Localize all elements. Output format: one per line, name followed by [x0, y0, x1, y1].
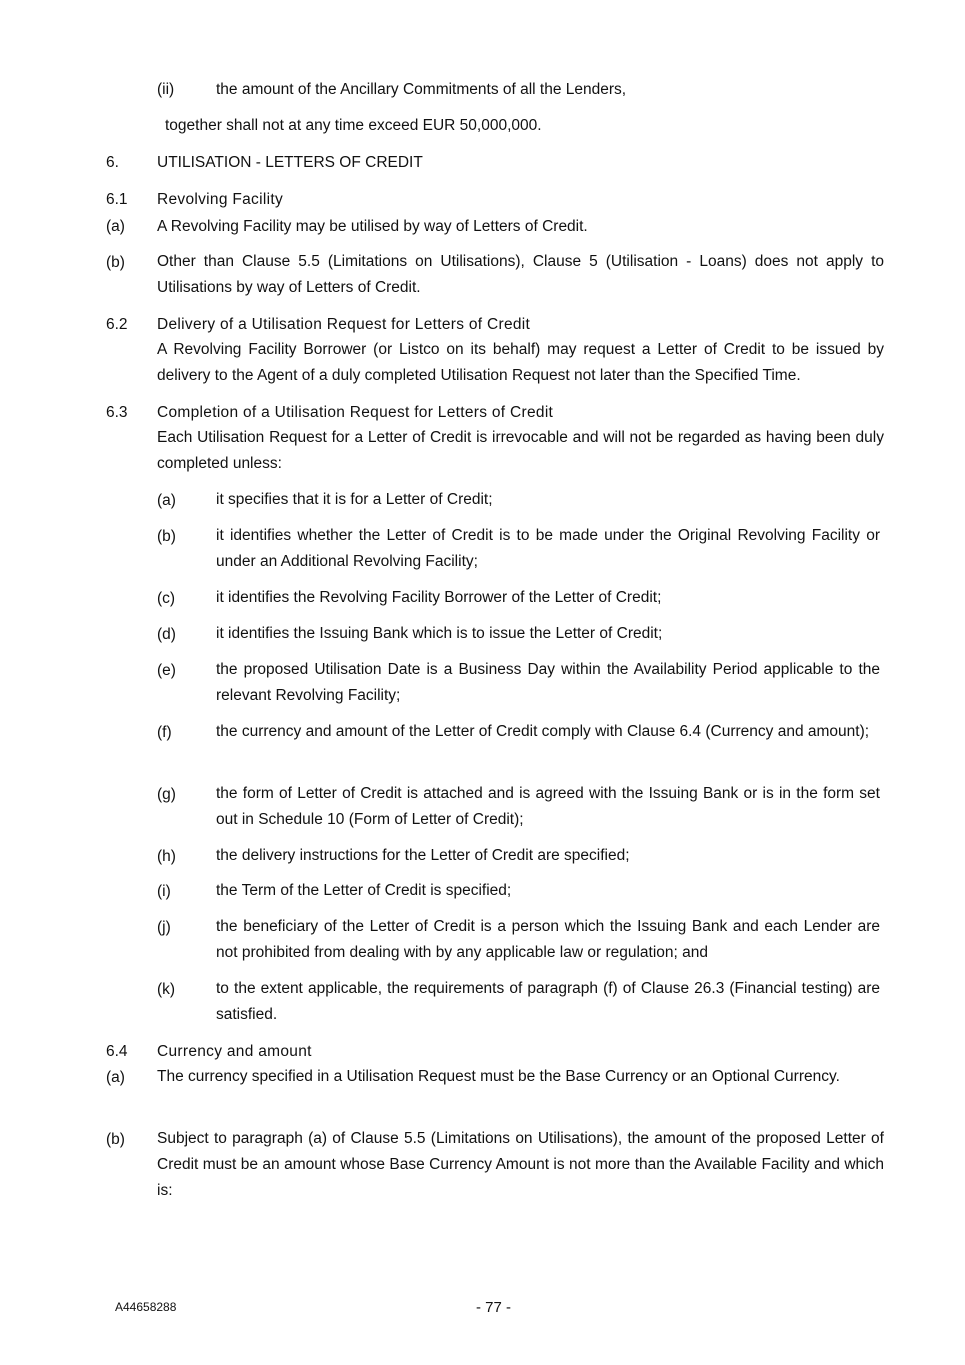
list-item-number: (b)	[157, 528, 176, 545]
clause-number: 6.	[106, 154, 119, 171]
list-item-text: the form of Letter of Credit is attached and is agreed with the Issuing Bank or is in the form set out in Schedule 10 (Form of Letter of Credit);	[216, 785, 880, 828]
document-reference: A44658288	[115, 1300, 177, 1314]
list-item-number: (a)	[157, 492, 176, 509]
section-6-4-b-text: Subject to paragraph (a) of Clause 5.5 (Limitations on Utilisations), the amount of the proposed Letter of Credit must be an amount whose Base Currency Amount is not more than the Available Facility and which is:	[157, 1130, 884, 1199]
section-6-1-a-number: (a)	[106, 218, 125, 235]
list-item-number: (c)	[157, 590, 176, 607]
list-item-number: (d)	[157, 626, 176, 643]
list-item-text: it specifies that it is for a Letter of Credit;	[216, 491, 493, 508]
page-number: - 77 -	[476, 1299, 512, 1316]
list-item-number: (i)	[157, 883, 171, 900]
intro-tail-text: together shall not at any time exceed EUR 50,000,000.	[165, 117, 542, 134]
list-item-number: (f)	[157, 724, 172, 741]
list-item-text: it identifies whether the Letter of Credit is to be made under the Original Revolving Facility or under an Additional Revolving Facility;	[216, 527, 880, 570]
list-item-text: it identifies the Issuing Bank which is to issue the Letter of Credit;	[216, 625, 663, 642]
list-item-text: the beneficiary of the Letter of Credit is a person which the Issuing Bank and each Lender are not prohibited from dealing with by any applicable law or regulation; and	[216, 918, 880, 961]
section-6-4-b-number: (b)	[106, 1131, 125, 1148]
list-item-number: (k)	[157, 981, 176, 998]
section-6-1-a-text: A Revolving Facility may be utilised by way of Letters of Credit.	[157, 218, 588, 235]
list-item-number: (j)	[157, 919, 171, 936]
section-6-3-number: 6.3	[106, 404, 128, 421]
clause-title: UTILISATION - LETTERS OF CREDIT	[157, 154, 423, 171]
section-6-2-text: A Revolving Facility Borrower (or Listco on its behalf) may request a Letter of Credit to be issued by delivery to the Agent of a duly completed Utilisation Request not later than the Specified Time.	[157, 341, 884, 384]
list-item-text: the delivery instructions for the Letter of Credit are specified;	[216, 847, 630, 864]
list-item-text: it identifies the Revolving Facility Borrower of the Letter of Credit;	[216, 589, 662, 606]
list-item-number: (e)	[157, 662, 176, 679]
section-6-2-number: 6.2	[106, 316, 128, 333]
section-6-4-title: Currency and amount	[157, 1043, 312, 1060]
list-item-text: the proposed Utilisation Date is a Business Day within the Availability Period applicable to the relevant Revolving Facility;	[216, 661, 880, 704]
section-6-4-a-number: (a)	[106, 1069, 125, 1086]
section-6-1-b-number: (b)	[106, 254, 125, 271]
section-6-2-title: Delivery of a Utilisation Request for Letters of Credit	[157, 316, 531, 333]
intro-ii-text: the amount of the Ancillary Commitments of all the Lenders,	[216, 81, 627, 98]
list-item-number: (h)	[157, 848, 176, 865]
section-6-4-a-text: The currency specified in a Utilisation Request must be the Base Currency or an Optional Currency.	[157, 1068, 840, 1085]
section-6-1-title: Revolving Facility	[157, 191, 283, 208]
list-item-text: to the extent applicable, the requirements of paragraph (f) of Clause 26.3 (Financial testing) are satisfied.	[216, 980, 880, 1023]
intro-ii-number: (ii)	[157, 81, 175, 98]
section-6-1-b-text: Other than Clause 5.5 (Limitations on Utilisations), Clause 5 (Utilisation - Loans) does not apply to Utilisations by way of Letters of Credit.	[157, 253, 884, 296]
section-6-4-number: 6.4	[106, 1043, 128, 1060]
list-item-text: the currency and amount of the Letter of Credit comply with Clause 6.4 (Currency and amount);	[216, 723, 870, 740]
list-item-number: (g)	[157, 786, 176, 803]
section-6-3-title: Completion of a Utilisation Request for Letters of Credit	[157, 404, 554, 421]
section-6-1-number: 6.1	[106, 191, 128, 208]
list-item-text: the Term of the Letter of Credit is specified;	[216, 882, 512, 899]
section-6-3-text: Each Utilisation Request for a Letter of Credit is irrevocable and will not be regarded as having been duly completed unless:	[157, 429, 884, 472]
